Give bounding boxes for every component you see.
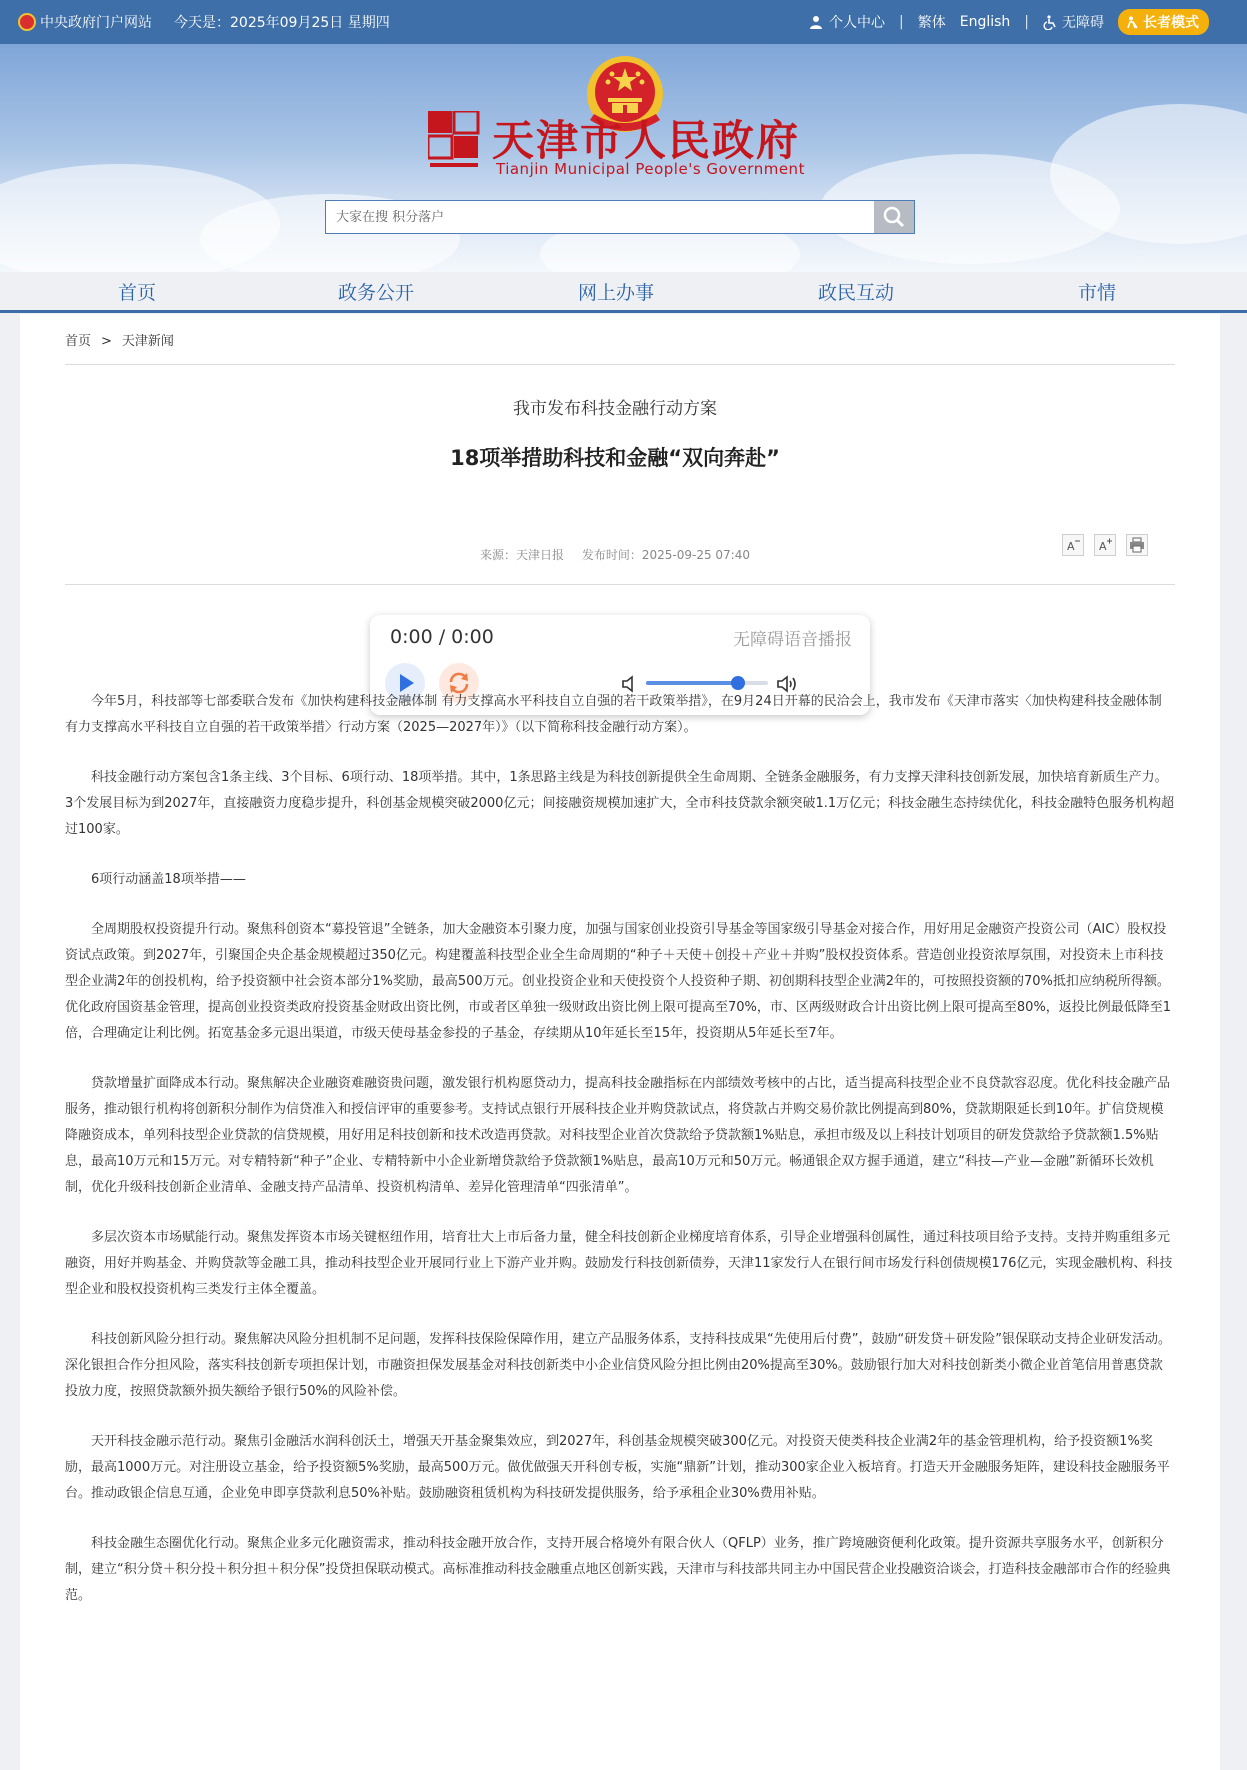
svg-text:A: A <box>1067 540 1075 553</box>
article-paragraph: 6项行动涵盖18项举措—— <box>91 872 246 887</box>
audio-time: 0:00 / 0:00 <box>390 626 494 648</box>
nav-item-gov-affairs[interactable]: 政务公开 <box>338 282 415 304</box>
english-link[interactable]: English <box>959 14 1011 30</box>
central-gov-portal-link[interactable] <box>18 12 152 32</box>
top-bar-right <box>809 0 1209 44</box>
article-paragraph: 科技金融行动方案包含1条主线、3个目标、6项行动、18项举措。其中，1条思路主线是为科技创新提供全生命周期、全链条金融服务，有力支撑天津科技创新发展，加快培育新质生产力。3个发展目标为到2027年，直接融资力度稳步提升，科创基金规模突破2000亿元；间接融资规模加速扩大，全市科技贷款余额突破1.1万亿元；科技金融生态持续优化，科技金融特色服务机构超过100家。 <box>65 770 1175 837</box>
article-title: 18项举措助科技和金融“双向奔赴” <box>450 446 780 470</box>
breadcrumb-home[interactable]: 首页 <box>65 334 92 349</box>
article-paragraph: 科技创新风险分担行动。聚焦解决风险分担机制不足问题，发挥科技保险保障作用，建立产品服务体系，支持科技成果“先使用后付费”，鼓励“研发贷＋研发险”银保联动支持企业研发活动。深化银担合作分担风险，落实科技创新专项担保计划，市融资担保发展基金对科技创新类中小企业信贷风险分担比例由20%提高至30%。鼓励银行加大对科技创新类小微企业首笔信用普惠贷款投放力度，按照贷款额外损失额给予银行50%的风险补偿。 <box>65 1332 1171 1399</box>
central-gov-portal-label: 中央政府门户网站 <box>40 15 152 31</box>
article-subtitle: 我市发布科技金融行动方案 <box>513 399 717 419</box>
wheelchair-icon <box>1043 15 1058 30</box>
article-tools <box>1062 534 1148 556</box>
article-publish-time: 发布时间：2025-09-25 07:40 <box>581 548 750 562</box>
accessibility-link[interactable] <box>1043 12 1104 32</box>
article-paragraph: 天开科技金融示范行动。聚焦引金融活水润科创沃土，增强天开基金聚集效应，到2027年，科创基金规模突破300亿元。对投资天使类科技企业满2年的基金管理机构，给予投资额1%奖励，最高1000万元。对注册设立基金，给予投资额5%奖励，最高500万元。做优做强天开科创专板，实施“鼎新”计划，推动300家企业入板培育。打造天开金融服务矩阵，建设科技金融服务平台。推动政银企信息互通，企业免申即享贷款利息50%补贴。鼓励融资租赁机构为科技研发提供服务，给予承租企业30%费用补贴。 <box>65 1434 1170 1501</box>
main-nav <box>0 272 1247 313</box>
personal-center-label: 个人中心 <box>829 15 885 31</box>
article-source: 来源：天津日报 <box>480 548 565 562</box>
article-paragraph: 全周期股权投资提升行动。聚焦科创资本“募投管退”全链条，加大金融资本引聚力度，加强与国家创业投资引导基金等国家级引导基金对接合作，用好用足金融资产投资公司（AIC）股权投资试点政策。到2027年，引聚国企央企基金规模超过350亿元。构建覆盖科技型企业全生命周期的“种子＋天使＋创投＋产业＋并购”股权投资体系。营造创业投资浓厚氛围，对投资未上市科技型企业满2年的创投机构，给予投资额中社会资本部分1%奖励，最高500万元。创业投资企业和天使投资个人投资种子期、初创期科技型企业满2年的，可按照投资额的70%抵扣应纳税所得额。优化政府国资基金管理，提高创业投资类政府投资基金财政出资比例，市或者区单独一级财政出资比例上限可提高至70%，市、区两级财政合计出资比例上限可提高至80%，返投比例最低降至1倍，合理确定让利比例。拓宽基金多元退出渠道，市级天使母基金参投的子基金，存续期从10年延长至15年，投资期从5年延长至7年。 <box>65 922 1172 1041</box>
nav-item-city-info[interactable]: 市情 <box>1078 282 1117 304</box>
site-logo-chinese[interactable]: 天津市人民政府 <box>492 116 801 165</box>
volume-slider-fill <box>646 681 738 685</box>
breadcrumb-separator: > <box>101 334 112 349</box>
divider <box>65 364 1175 365</box>
divider: | <box>1024 14 1029 30</box>
font-increase-icon <box>1095 535 1115 555</box>
volume-slider[interactable] <box>646 681 768 685</box>
tianjin-logo-icon <box>428 111 480 171</box>
site-logo-english: Tianjin Municipal People's Government <box>496 160 805 178</box>
font-decrease-button[interactable] <box>1062 534 1084 556</box>
nav-item-home[interactable]: 首页 <box>118 282 157 304</box>
article-body <box>65 689 1175 1609</box>
divider: | <box>899 14 904 30</box>
svg-text:A: A <box>1099 540 1107 553</box>
top-bar <box>0 0 1247 44</box>
search-icon <box>874 201 914 233</box>
breadcrumb-current[interactable]: 天津新闻 <box>121 334 174 349</box>
elder-mode-label: 长者模式 <box>1143 15 1199 31</box>
font-decrease-icon <box>1063 535 1083 555</box>
search-button[interactable] <box>874 201 914 233</box>
header-banner <box>0 44 1247 272</box>
article-meta <box>20 546 1210 563</box>
top-bar-left <box>18 0 390 44</box>
font-increase-button[interactable] <box>1094 534 1116 556</box>
article-paragraph: 多层次资本市场赋能行动。聚焦发挥资本市场关键枢纽作用，培育壮大上市后备力量，健全科技创新企业梯度培育体系，引导企业增强科创属性，通过科技项目给予支持。支持并购重组多元融资，用好并购基金、并购贷款等金融工具，推动科技型企业开展同行业上下游产业并购。鼓励发行科技创新债券，天津11家发行人在银行间市场发行科创债规模176亿元，实现金融机构、科技型企业和股权投资机构三类发行主体全覆盖。 <box>65 1230 1173 1297</box>
content-card <box>20 314 1220 1770</box>
audio-player-label: 无障碍语音播报 <box>733 630 852 650</box>
today-date: 今天是：2025年09月25日 星期四 <box>174 15 390 31</box>
search-input[interactable] <box>326 201 874 233</box>
personal-center-link[interactable] <box>809 12 885 32</box>
elder-mode-button[interactable] <box>1118 9 1209 35</box>
article-paragraph: 今年5月，科技部等七部委联合发布《加快构建科技金融体制 有力支撑高水平科技自立自强的若干政策举措》，在9月24日开幕的民洽会上，我市发布《天津市落实〈加快构建科技金融体制 有力支撑高水平科技自立自强的若干政策举措〉行动方案（2025—2027年）》（以下简称科技金融行动方案）。 <box>65 694 1162 735</box>
nav-item-interaction[interactable]: 政民互动 <box>818 282 895 304</box>
nav-item-online-services[interactable]: 网上办事 <box>578 282 655 304</box>
elder-mode-icon <box>1126 16 1139 29</box>
accessibility-label: 无障碍 <box>1062 15 1104 31</box>
national-emblem-icon <box>18 13 36 31</box>
volume-slider-knob[interactable] <box>731 676 745 690</box>
traditional-chinese-link[interactable]: 繁体 <box>917 15 946 31</box>
divider <box>65 584 1175 585</box>
print-button[interactable] <box>1126 534 1148 556</box>
article-paragraph: 科技金融生态圈优化行动。聚焦企业多元化融资需求，推动科技金融开放合作，支持开展合格境外有限合伙人（QFLP）业务，推广跨境融资便利化政策。提升资源共享服务水平，创新积分制，建立“积分贷＋积分投＋积分担＋积分保”投贷担保联动模式。高标准推动科技金融重点地区创新实践，天津市与科技部共同主办中国民营企业投融资洽谈会，打造科技金融部市合作的经验典范。 <box>65 1536 1171 1603</box>
user-icon <box>809 15 823 29</box>
article-paragraph: 贷款增量扩面降成本行动。聚焦解决企业融资难融资贵问题，激发银行机构愿贷动力，提高科技金融指标在内部绩效考核中的占比，适当提高科技型企业不良贷款容忍度。优化科技金融产品服务，推动银行机构将创新积分制作为信贷准入和授信评审的重要参考。支持试点银行开展科技企业并购贷款试点，将贷款占并购交易价款比例提高到80%，贷款期限延长到10年。扩信贷规模降融资成本，单列科技型企业贷款的信贷规模，用好用足科技创新和技术改造再贷款。对科技型企业首次贷款给予贷款额1%贴息，承担市级及以上科技计划项目的研发贷款给予贷款额1.5%贴息，最高10万元和15万元。对专精特新“种子”企业、专精特新中小企业新增贷款给予贷款额1%贴息，最高10万元和50万元。畅通银企双方握手通道，建立“科技—产业—金融”新循环长效机制，优化升级科技创新企业清单、金融支持产品清单、投资机构清单、差异化管理清单“四张清单”。 <box>65 1076 1171 1195</box>
breadcrumb <box>65 330 174 349</box>
print-icon <box>1127 535 1147 555</box>
search-box <box>325 200 915 234</box>
